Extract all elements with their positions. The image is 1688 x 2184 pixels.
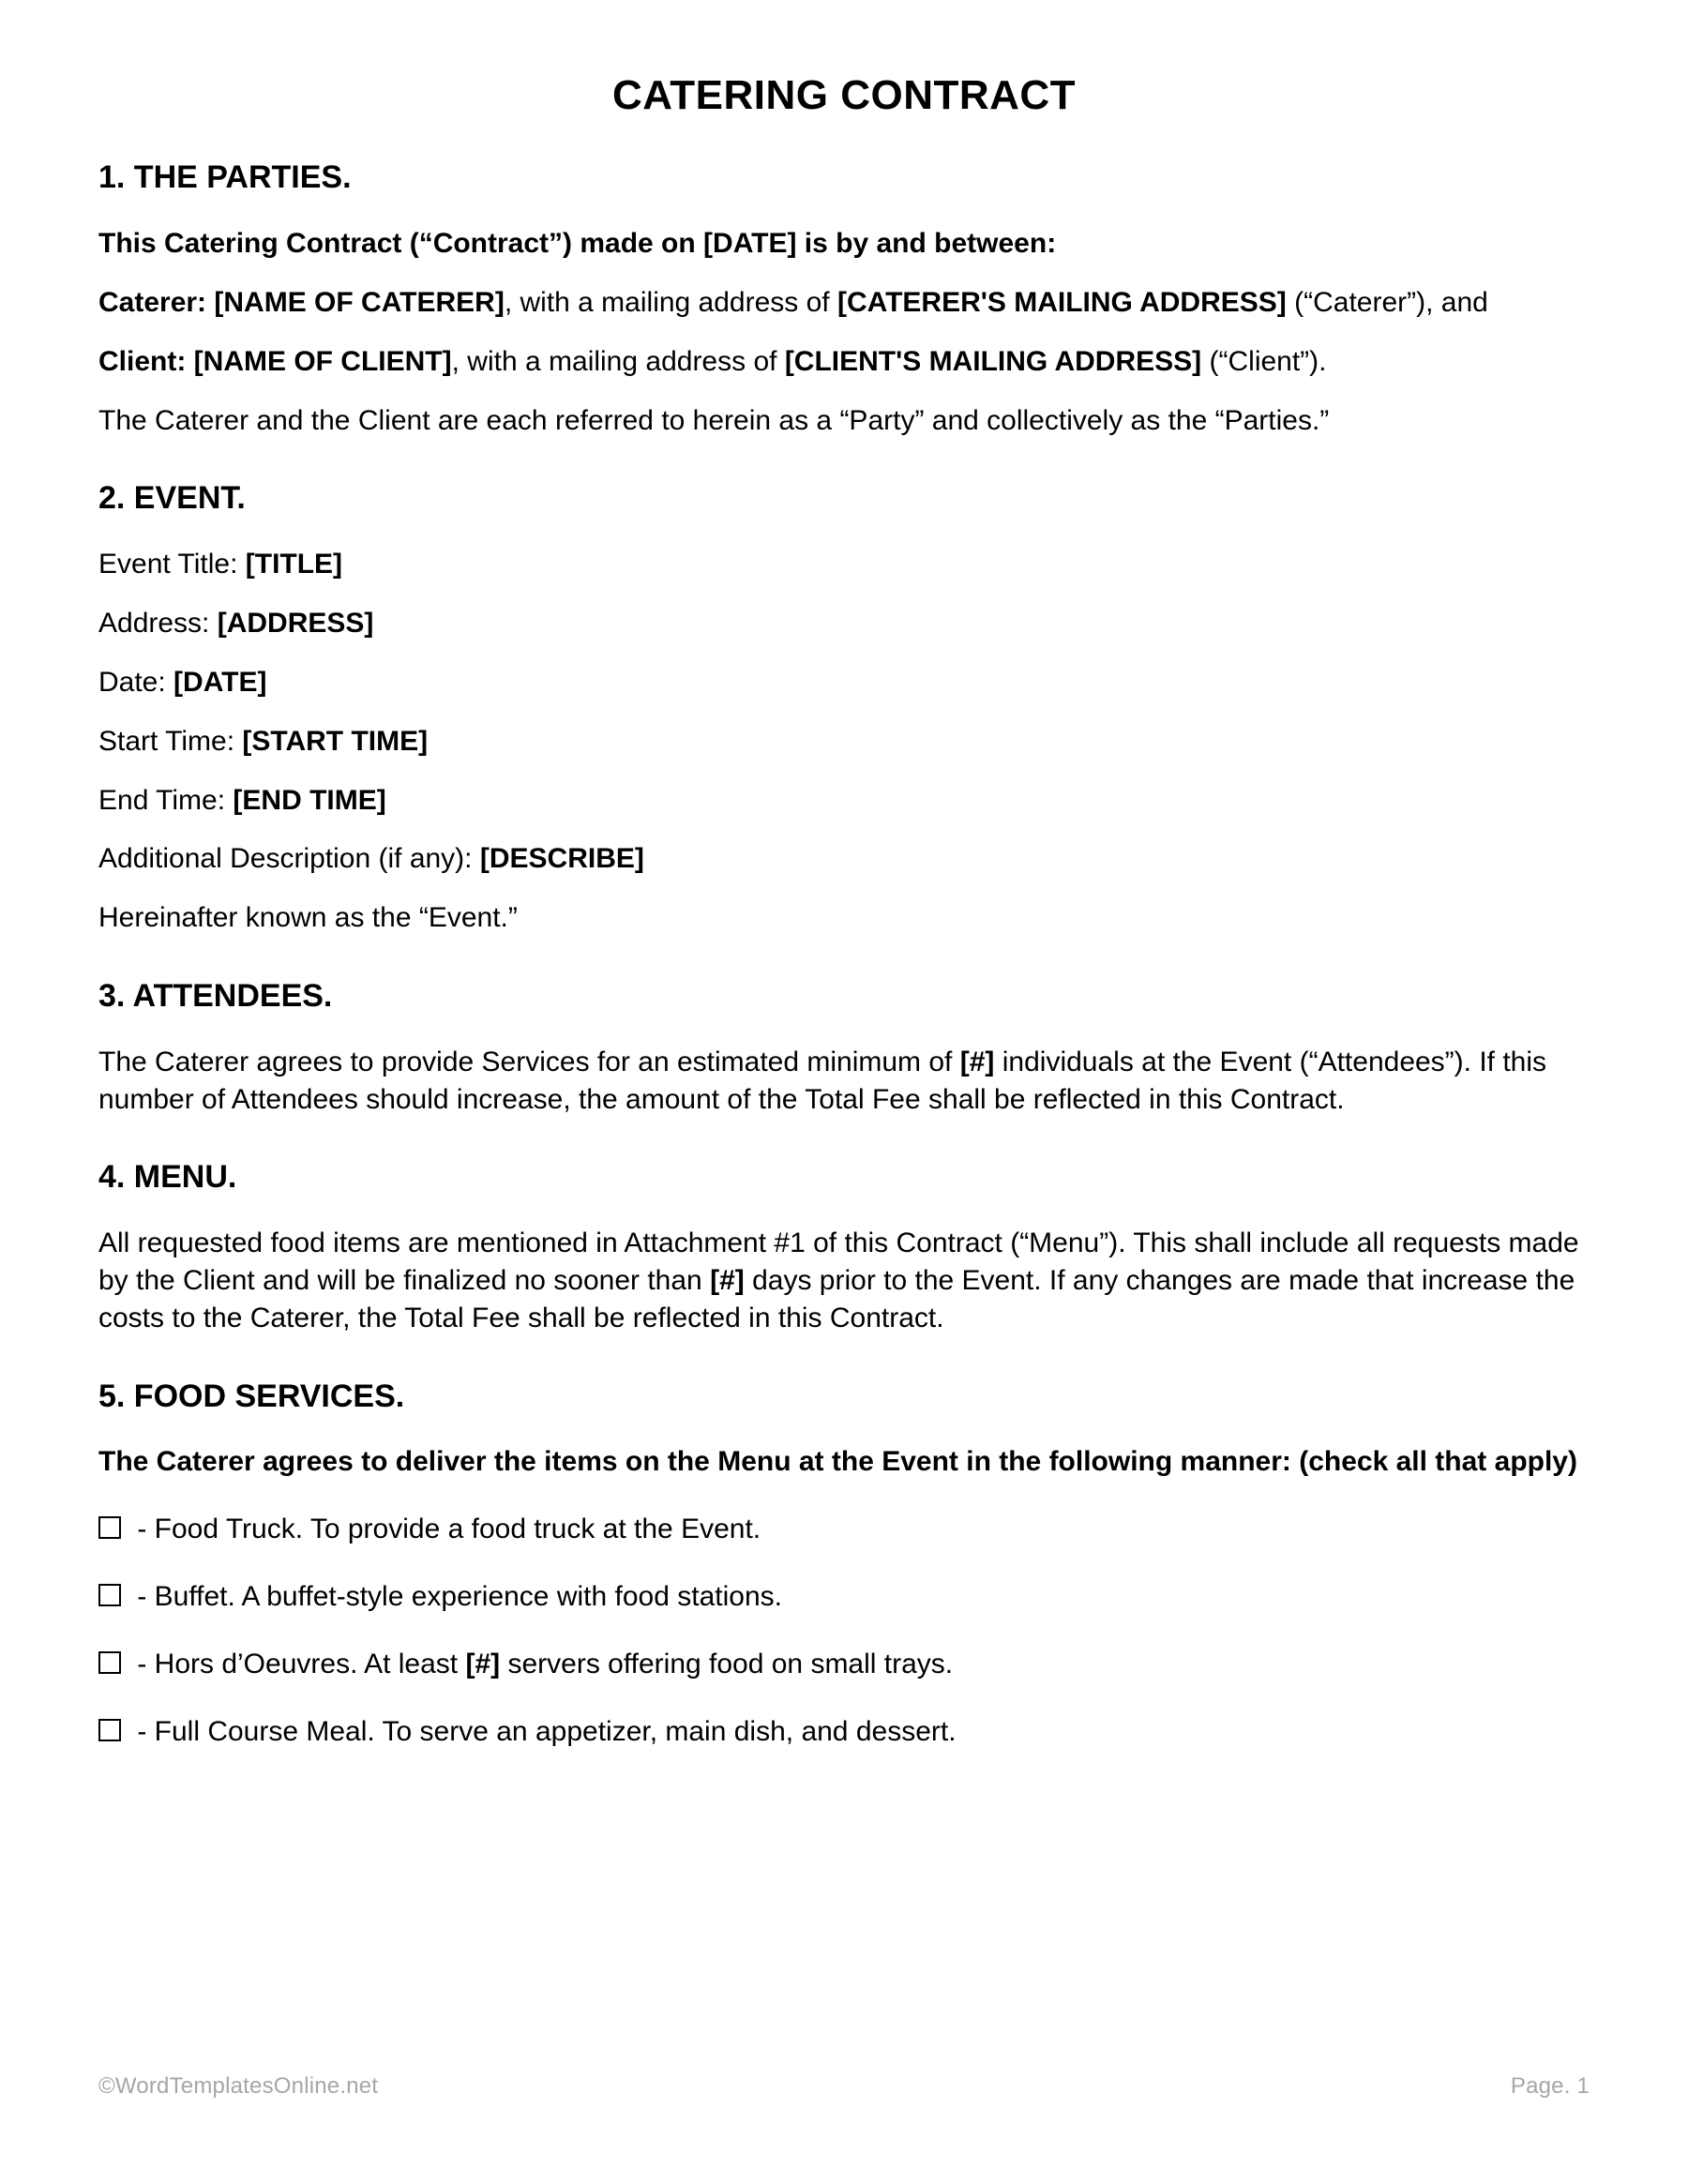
food-service-option-full-course-meal-label: - Full Course Meal. To serve an appetizer, main dish, and dessert. [129,1715,957,1747]
event-field-end-time-value: [END TIME] [233,784,386,816]
event-closing-paragraph: Hereinafter known as the “Event.” [98,902,518,934]
attendees-text-after: individuals at the Event (“Attendees”). If this number of Attendees should increase, the amount of the Total Fee shall be reflected in this Contract. [98,1046,1547,1115]
parties-closing-paragraph: The Caterer and the Client are each referred to herein as a “Party” and collectively as the “Parties.” [98,404,1330,436]
checkbox-icon[interactable] [98,1584,121,1606]
page-footer [98,2073,1590,2100]
client-name-placeholder: Client: [NAME OF CLIENT] [98,345,452,377]
caterer-address-placeholder: [CATERER'S MAILING ADDRESS] [836,286,1287,318]
food-service-option-food-truck[interactable] [98,1481,1590,1548]
food-service-option-buffet-label: - Buffet. A buffet-style experience with food stations. [129,1580,782,1612]
event-field-date-value: [DATE] [173,666,267,698]
checkbox-icon[interactable] [98,1651,121,1674]
section-heading-food-services: 5. FOOD SERVICES. [98,1378,405,1414]
event-field-date-label: Date: [98,666,174,698]
food-service-option-hors-doeuvres-label-after: servers offering food on small trays. [500,1648,954,1679]
menu-paragraph [98,1203,1590,1337]
food-service-option-hors-doeuvres-placeholder: [#] [465,1648,501,1679]
event-field-title [98,524,1590,583]
checkbox-icon[interactable] [98,1516,121,1539]
event-field-start-time-value: [START TIME] [242,725,429,757]
parties-intro-text: This Catering Contract (“Contract”) made on [DATE] is by and between: [98,227,1057,259]
food-service-option-food-truck-label: - Food Truck. To provide a food truck at the Event. [129,1514,761,1545]
event-field-date [98,642,1590,701]
event-field-description-value: [DESCRIBE] [479,843,644,875]
menu-days-placeholder: [#] [710,1264,745,1296]
event-field-title-label: Event Title: [98,548,246,580]
section-heading-attendees: 3. ATTENDEES. [98,978,333,1015]
event-field-end-time [98,761,1590,820]
food-service-option-hors-doeuvres-label-before: - Hors d’Oeuvres. At least [129,1648,466,1679]
event-field-address-label: Address: [98,607,218,639]
attendees-paragraph [98,1022,1590,1119]
client-tail-text: (“Client”). [1201,345,1327,377]
section-heading-menu: 4. MENU. [98,1159,237,1196]
menu-text-before: All requested food items are mentioned in Attachment #1 of this Contract (“Menu”). This shall include all requests made by the Client and will be finalized no sooner than [98,1227,1579,1296]
food-service-option-full-course-meal[interactable] [98,1683,1590,1751]
food-services-instruction-text: The Caterer agrees to deliver the items on the Menu at the Event in the following manner: (check all that apply) [98,1446,1577,1478]
parties-intro-paragraph [98,203,1590,263]
event-field-start-time-label: Start Time: [98,725,243,757]
page-title: CATERING CONTRACT [611,72,1077,118]
event-field-address [98,583,1590,642]
caterer-name-placeholder: Caterer: [NAME OF CATERER] [98,286,505,318]
food-services-instruction [98,1422,1590,1481]
footer-page-number: Page. 1 [1510,2073,1590,2099]
client-paragraph [98,322,1590,381]
attendees-count-placeholder: [#] [959,1046,995,1077]
section-heading-parties: 1. THE PARTIES. [98,159,352,196]
footer-copyright: ©WordTemplatesOnline.net [98,2073,379,2099]
client-mid-text: , with a mailing address of [451,345,785,377]
client-address-placeholder: [CLIENT'S MAILING ADDRESS] [784,345,1202,377]
event-field-description [98,819,1590,878]
event-field-address-value: [ADDRESS] [217,607,374,639]
food-service-option-buffet[interactable] [98,1548,1590,1616]
event-field-end-time-label: End Time: [98,784,234,816]
section-heading-event: 2. EVENT. [98,480,246,517]
attendees-text-before: The Caterer agrees to provide Services for an estimated minimum of [98,1046,960,1077]
event-field-title-value: [TITLE] [245,548,343,580]
caterer-mid-text: , with a mailing address of [504,286,837,318]
caterer-tail-text: (“Caterer”), and [1286,286,1488,318]
event-field-start-time [98,701,1590,761]
caterer-paragraph [98,263,1590,322]
menu-text-after: days prior to the Event. If any changes are made that increase the costs to the Caterer, the Total Fee shall be reflected in this Contract. [98,1264,1575,1333]
checkbox-icon[interactable] [98,1719,121,1741]
event-field-description-label: Additional Description (if any): [98,843,480,875]
food-service-option-hors-doeuvres[interactable] [98,1616,1590,1683]
